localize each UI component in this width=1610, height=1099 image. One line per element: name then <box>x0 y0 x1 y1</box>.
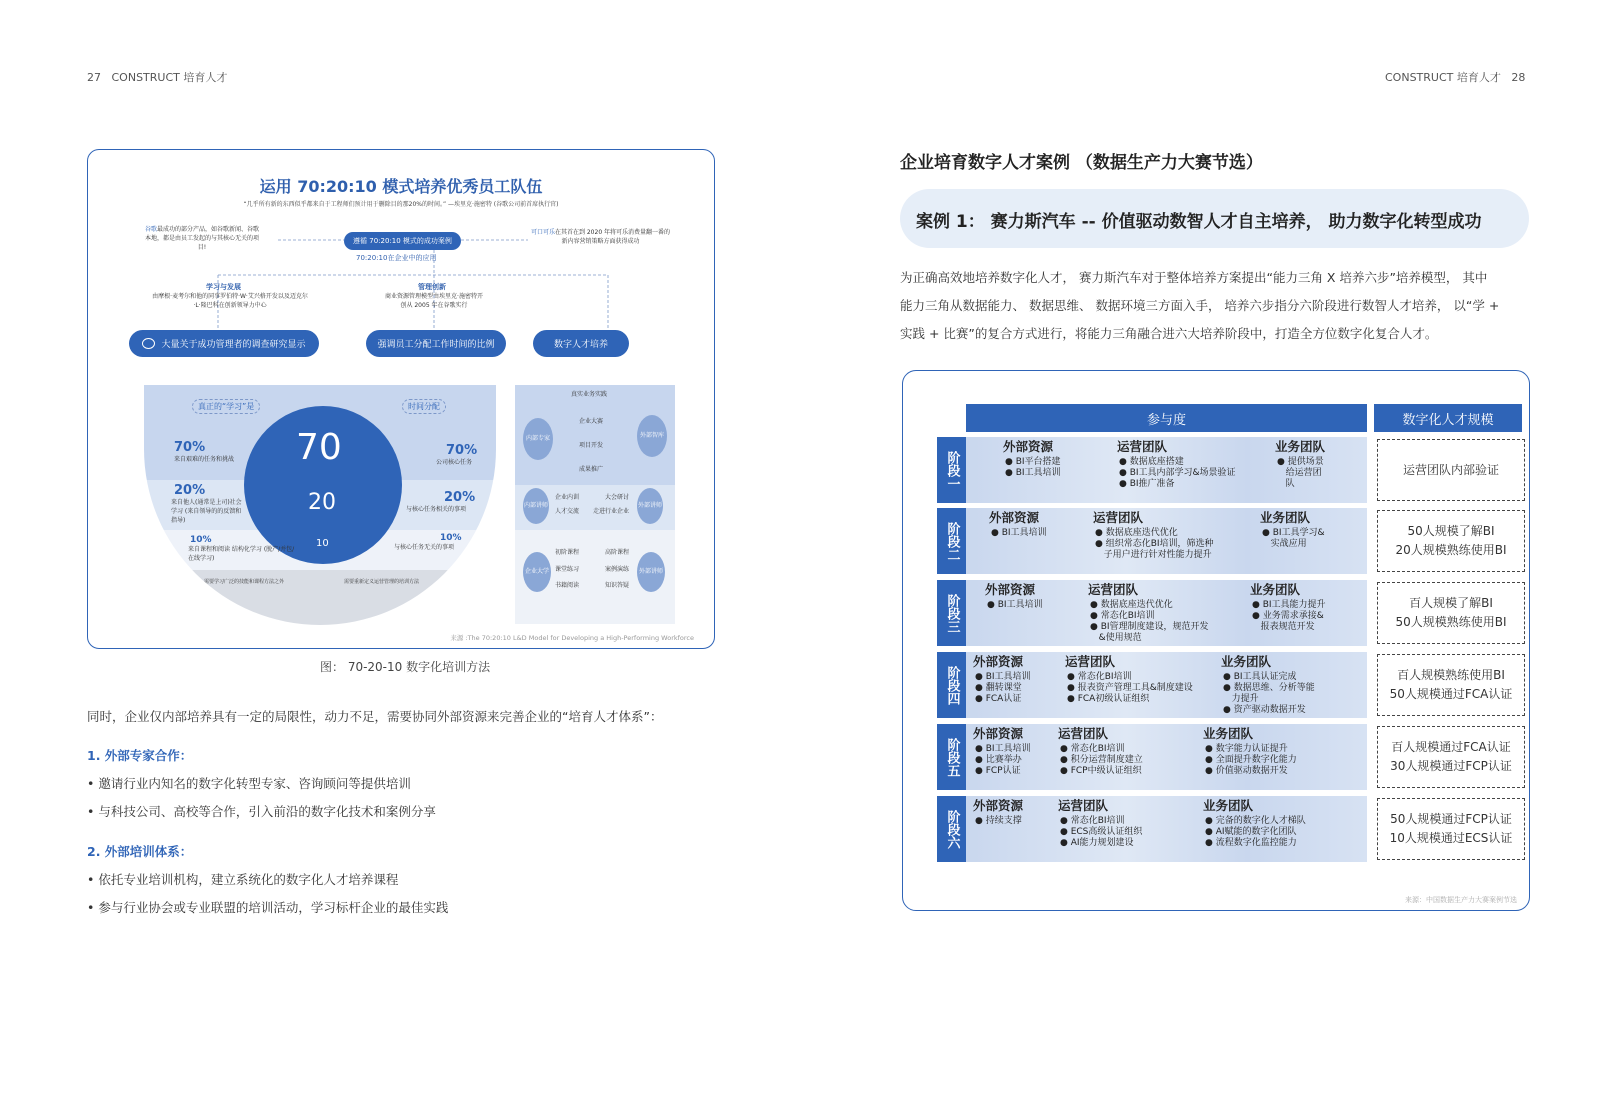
stage-3-biz-column <box>1250 583 1326 633</box>
stage-2-ext-title: 外部资源 <box>989 510 1040 525</box>
stage-6-ext-column <box>973 799 1023 827</box>
stage-3-ext-column <box>985 583 1043 611</box>
research-pill-label: 大量关于成功管理者的调查研究显示 <box>161 340 306 350</box>
stage-2-biz-title: 业务团队 <box>1260 510 1311 525</box>
stage-4-biz-item: ● BI工具认证完成 <box>1223 672 1297 682</box>
stage-5-biz-item: ● 价值驱动数据开发 <box>1205 766 1288 776</box>
stage-6-scale-box <box>1377 798 1525 860</box>
cocacola-note-prefix: 可口可乐 <box>530 229 555 236</box>
rb-item-1: 企业大赛 <box>579 418 604 425</box>
stage-6-biz-title: 业务团队 <box>1203 798 1254 813</box>
stage-4-ops-column <box>1065 655 1193 705</box>
stage-row-6 <box>966 796 1367 862</box>
stage-4-biz-item: ● 数据思维、分析等能 <box>1223 683 1315 693</box>
outer-lecturer-oval-2: 外部讲师 <box>637 552 665 592</box>
stage-1-scale-box <box>1377 439 1525 501</box>
section-1-title: 1. 外部专家合作： <box>87 748 193 763</box>
stage-5-ext-item: ● 比赛举办 <box>975 755 1022 765</box>
inner-expert-oval: 内部专家 <box>523 418 553 460</box>
left-header-label: CONSTRUCT 培育人才 <box>111 71 228 84</box>
stage-1-ops-column <box>1117 440 1236 490</box>
stage-6-ops-title: 运营团队 <box>1058 798 1109 813</box>
stage-5-scale-box <box>1377 726 1525 788</box>
pct-10-left: 10% <box>190 535 212 545</box>
rb-item-7: 走进行业企业 <box>593 508 630 515</box>
stage-5-biz-column <box>1203 727 1297 777</box>
section-1-item-1: • 邀请行业内知名的数字化转型专家、咨询顾问等提供培训 <box>87 776 411 791</box>
mgmt-title: 管理创新 <box>418 283 446 291</box>
stage-1-biz-column <box>1275 440 1325 490</box>
learn-label: 真正的“学习”是 <box>192 399 260 414</box>
figure-caption: 图： 70-20-10 数字化培训方法 <box>320 660 491 674</box>
stage-3-ops-column <box>1088 583 1209 644</box>
section-2-item-1: • 依托专业培训机构，建立系统化的数字化人才培养课程 <box>87 872 399 887</box>
scale-text: 50人规模通过FCP认证 <box>1390 812 1512 826</box>
outer-lecturer-oval: 外部讲师 <box>637 488 663 524</box>
big-20: 20 <box>308 490 336 515</box>
rb-item-5: 大会研讨 <box>605 494 630 501</box>
case-banner <box>900 189 1529 248</box>
stage-4-ext-item: ● BI工具培训 <box>975 672 1031 682</box>
stage-4-ext-title: 外部资源 <box>973 654 1024 669</box>
rb-item-10: 课堂练习 <box>555 566 580 573</box>
stage-2-scale-box <box>1377 510 1525 572</box>
stage-4-ext-item: ● 翻转课堂 <box>975 683 1022 693</box>
stage-6-biz-item: ● 完备的数字化人才梯队 <box>1205 816 1306 826</box>
time-ratio-pill: 强调员工分配工作时间的比例 <box>366 330 506 357</box>
left-page-header <box>87 69 227 85</box>
scale-text: 百人规模通过FCA认证 <box>1391 740 1511 754</box>
stage-4-biz-item: ● 资产驱动数据开发 <box>1223 705 1306 715</box>
learn-text: 由摩根·麦考尔和他的同事罗伯特·W·艾兴格开发以及迈克尔·L·隆巴科在创新领导力中心 <box>152 293 308 309</box>
stage-3-biz-title: 业务团队 <box>1250 582 1301 597</box>
section-1-item-2: • 与科技公司、高校等合作，引入前沿的数字化技术和案例分享 <box>87 804 436 819</box>
stage-3-ops-item: ● BI管理制度建设，规范开发 <box>1090 622 1209 632</box>
scale-text: 10人规模通过ECS认证 <box>1389 831 1513 845</box>
right-page-header <box>1385 69 1525 85</box>
stage-5-ops-item: ● FCP中级认证组织 <box>1060 766 1142 776</box>
mgmt-text: 商业资源管理模型由埃里克·施密特开创从 2005 年在谷歌实行 <box>385 293 483 309</box>
stage-6-biz-item: ● 流程数字化监控能力 <box>1205 838 1297 848</box>
stage-4-ops-item: ● FCA初级认证组织 <box>1067 694 1150 704</box>
stage-3-ext-item: ● BI工具培训 <box>987 600 1043 610</box>
rb-item-8: 初阶课程 <box>555 549 580 556</box>
stage-1-ext-item: ● BI平台搭建 <box>1005 457 1061 467</box>
participation-header: 参与度 <box>966 404 1367 432</box>
stage-4-scale-box <box>1377 654 1525 716</box>
pct-20-left-text: 来自他人(通常是上司)社会学习 (来自领导的的反馈和指导) <box>171 499 242 524</box>
stage-5-ops-item: ● 积分运营制度建立 <box>1060 755 1143 765</box>
right-page-number: 28 <box>1511 71 1526 84</box>
stage-4-biz-column <box>1221 655 1315 716</box>
figure-title: 运用 70:20:10 模式培养优秀员工队伍 <box>259 177 543 196</box>
stage-5-ops-column <box>1058 727 1143 777</box>
scale-text: 50人规模了解BI <box>1407 524 1495 538</box>
table-source: 来源：中国数据生产力大赛案例节选 <box>1405 896 1517 904</box>
rb-item-13: 知识答疑 <box>605 582 630 589</box>
pct-20-right: 20% <box>444 490 476 505</box>
stage-5-ext-item: ● FCP认证 <box>975 766 1021 776</box>
stage-1-ops-title: 运营团队 <box>1117 439 1168 454</box>
stage-1-biz-title: 业务团队 <box>1275 439 1326 454</box>
stage-label-6: 阶段六 <box>937 796 966 862</box>
stage-1-biz-item: ● 提供场景 <box>1277 457 1324 467</box>
intro-paragraph: 同时，企业仅内部培养具有一定的局限性，动力不足，需要协同外部资源来完善企业的“培育人才体系”： <box>87 709 663 724</box>
pct-70-left-text: 来自艰难的任务和挑战 <box>174 456 235 463</box>
stage-6-biz-column <box>1203 799 1306 849</box>
pct-10-right: 10% <box>440 533 462 543</box>
rb-item-12: 书籍阅读 <box>555 582 580 589</box>
stage-5-ops-title: 运营团队 <box>1058 726 1109 741</box>
stage-2-biz-item: ● BI工具学习& <box>1262 528 1325 538</box>
scale-text: 30人规模通过FCP认证 <box>1390 759 1512 773</box>
pct-20-left: 20% <box>174 483 206 498</box>
pct-70-right: 70% <box>446 443 478 458</box>
stage-2-ops-column <box>1093 511 1214 561</box>
stage-5-biz-item: ● 全面提升数字化能力 <box>1205 755 1297 765</box>
stage-6-biz-item: ● AI赋能的数字化团队 <box>1205 827 1297 837</box>
stage-5-biz-title: 业务团队 <box>1203 726 1254 741</box>
stage-4-ops-title: 运营团队 <box>1065 654 1116 669</box>
pct-70-right-text: 公司核心任务 <box>436 459 473 466</box>
inner-lecturer-oval: 内部讲师 <box>523 488 549 524</box>
stage-2-ops-item: ● 组织常态化BI培训，筛选种 <box>1095 539 1214 549</box>
rb-item-3: 成果推广 <box>579 466 604 473</box>
right-header-label: CONSTRUCT 培育人才 <box>1385 71 1501 84</box>
model-figure <box>87 149 715 649</box>
stage-2-ops-title: 运营团队 <box>1093 510 1144 525</box>
stage-4-ext-item: ● FCA认证 <box>975 694 1022 704</box>
scale-text: 百人规模了解BI <box>1409 596 1493 610</box>
stage-6-ops-item: ● ECS高级认证组织 <box>1060 827 1143 837</box>
case-subtitle: 70:20:10在企业中的应用 <box>356 254 437 262</box>
stage-6-ext-title: 外部资源 <box>973 798 1024 813</box>
stage-table <box>902 370 1530 911</box>
figure-quote: “几乎所有新的东西似乎都来自于工程师们预计用于删除目的那20%的时间。” —埃里克·施密特 (谷歌公司前首席执行官) <box>243 201 559 208</box>
scale-text: 运营团队内部验证 <box>1402 462 1499 477</box>
pct-20-right-text: 与核心任务相关的事项 <box>406 506 467 513</box>
stage-4-biz-title: 业务团队 <box>1221 654 1272 669</box>
stage-5-ops-item: ● 常态化BI培训 <box>1060 744 1125 754</box>
pct-10-left-text: 来自课程和阅读 结构化学习 (脱产/并包/在线学习) <box>188 546 295 562</box>
stage-1-ext-title: 外部资源 <box>1003 439 1054 454</box>
outer-think-tank-oval: 外部智库 <box>637 415 667 457</box>
figure-source: 来源 :The 70:20:10 L&D Model for Developing a High-Performing Workforce <box>450 634 694 642</box>
big-70: 70 <box>296 427 342 468</box>
stage-label-1: 阶段一 <box>937 437 966 503</box>
stage-2-ops-item: 子用户进行针对性能力提升 <box>1095 550 1212 560</box>
cocacola-note-text: 在其首在到 2020 年将可乐消费量翻一番的新内容营销策略方面获得成功 <box>554 229 671 245</box>
stage-1-ops-item: ● 数据底座搭建 <box>1119 457 1184 467</box>
scale-text: 50人规模通过FCA认证 <box>1389 687 1513 701</box>
success-case-pill: 遵循 70:20:10 模式的成功案例 <box>344 232 461 250</box>
google-note-text: 最成功的部分产品，如谷歌新闻、谷歌本地，都是由员工发起的与其核心无关的项目! <box>144 226 260 251</box>
stage-2-biz-column <box>1260 511 1325 550</box>
stage-2-biz-item: 实战应用 <box>1262 539 1307 549</box>
stage-5-ext-item: ● BI工具培训 <box>975 744 1031 754</box>
stage-1-ext-item: ● BI工具培训 <box>1005 468 1061 478</box>
scale-text: 50人规模熟练使用BI <box>1395 615 1507 629</box>
stage-5-ext-title: 外部资源 <box>973 726 1024 741</box>
stage-1-ext-column <box>1003 440 1061 479</box>
case-banner-text: 案例 1： 赛力斯汽车 -- 价值驱动数智人才自主培养， 助力数字化转型成功 <box>916 212 1482 232</box>
section-2-item-2: • 参与行业协会或专业联盟的培训活动，学习标杆企业的最佳实践 <box>87 900 449 915</box>
scale-text: 20人规模熟练使用BI <box>1395 543 1507 557</box>
case-section-title: 企业培育数字人才案例 （数据生产力大赛节选） <box>900 153 1263 173</box>
talent-scale-header: 数字化人才规模 <box>1374 404 1522 432</box>
bottom-left-note: 需要学习广泛的技能和课程方法之外 <box>204 579 285 585</box>
time-label: 时间分配 <box>402 399 446 414</box>
stage-6-ops-item: ● 常态化BI培训 <box>1060 816 1125 826</box>
training-channels-box <box>515 385 675 624</box>
google-note-prefix: 谷歌 <box>144 226 157 233</box>
stage-3-ext-title: 外部资源 <box>985 582 1036 597</box>
left-page-number: 27 <box>87 71 101 84</box>
rb-item-4: 企业内训 <box>555 494 580 501</box>
stage-6-ops-column <box>1058 799 1142 849</box>
stage-3-scale-box <box>1377 582 1525 644</box>
case-paragraph-line-3: 实践 + 比赛”的复合方式进行，将能力三角融合进六大培养阶段中，打造全方位数字化复合人才。 <box>900 326 1438 341</box>
stage-3-ops-item: &使用规范 <box>1090 633 1142 643</box>
circle-diagram <box>144 385 496 625</box>
section-2-title: 2. 外部培训体系： <box>87 844 193 859</box>
real-practice-label: 真实业务实践 <box>571 391 608 398</box>
stage-5-ext-column <box>973 727 1031 777</box>
stage-1-biz-item: 队 <box>1277 479 1295 489</box>
rb-item-2: 项目开发 <box>579 442 604 449</box>
learn-title: 学习与发展 <box>206 283 241 291</box>
stage-4-ops-item: ● 报表资产管理工具&制度建设 <box>1067 683 1193 693</box>
stage-2-ext-item: ● BI工具培训 <box>991 528 1047 538</box>
stage-1-ops-item: ● BI工具内部学习&场景验证 <box>1119 468 1236 478</box>
stage-label-3: 阶段三 <box>937 580 966 646</box>
stage-label-4: 阶段四 <box>937 652 966 718</box>
digital-talent-pill: 数字人才培养 <box>533 330 629 357</box>
rb-item-6: 人才交流 <box>555 508 580 515</box>
stage-3-biz-item: ● BI工具能力提升 <box>1252 600 1326 610</box>
stage-6-ops-item: ● AI能力规划建设 <box>1060 838 1134 848</box>
pct-10-right-text: 与核心任务无关的事项 <box>394 544 455 551</box>
case-paragraph-line-1: 为正确高效地培养数字化人才， 赛力斯汽车对于整体培养方案提出“能力三角 X 培养六步”培养模型， 其中 <box>900 270 1488 285</box>
stage-3-ops-item: ● 常态化BI培训 <box>1090 611 1155 621</box>
rb-item-11: 案例演练 <box>605 566 630 573</box>
stage-2-ops-item: ● 数据底座迭代优化 <box>1095 528 1178 538</box>
stage-label-5: 阶段五 <box>937 724 966 790</box>
stage-1-ops-item: ● BI推广准备 <box>1119 479 1175 489</box>
stage-4-ext-column <box>973 655 1031 705</box>
stage-2-ext-column <box>989 511 1047 539</box>
stage-label-2: 阶段二 <box>937 508 966 574</box>
case-paragraph-line-2: 能力三角从数据能力、 数据思维、 数据环境三方面入手， 培养六步指分六阶段进行数智人才培养， 以“学 + <box>900 298 1500 313</box>
stage-6-ext-item: ● 持续支撑 <box>975 816 1022 826</box>
scale-text: 百人规模熟练使用BI <box>1397 668 1505 682</box>
stage-5-biz-item: ● 数字能力认证提升 <box>1205 744 1288 754</box>
stage-3-biz-item: 报表规范开发 <box>1252 622 1315 632</box>
stage-4-biz-item: 力提升 <box>1223 694 1259 704</box>
rb-item-9: 高阶课程 <box>605 549 630 556</box>
stage-3-ops-item: ● 数据底座迭代优化 <box>1090 600 1173 610</box>
stage-1-biz-item: 给运营团 <box>1277 468 1322 478</box>
stage-3-biz-item: ● 业务需求承接& <box>1252 611 1324 621</box>
big-10: 10 <box>316 538 329 549</box>
stage-3-ops-title: 运营团队 <box>1088 582 1139 597</box>
connector-lines <box>88 150 715 390</box>
bottom-right-note: 需要重新定义运营管理的培训方法 <box>344 579 420 585</box>
pct-70-left: 70% <box>174 440 206 455</box>
corp-university-oval: 企业大学 <box>523 552 551 592</box>
stage-4-ops-item: ● 常态化BI培训 <box>1067 672 1132 682</box>
